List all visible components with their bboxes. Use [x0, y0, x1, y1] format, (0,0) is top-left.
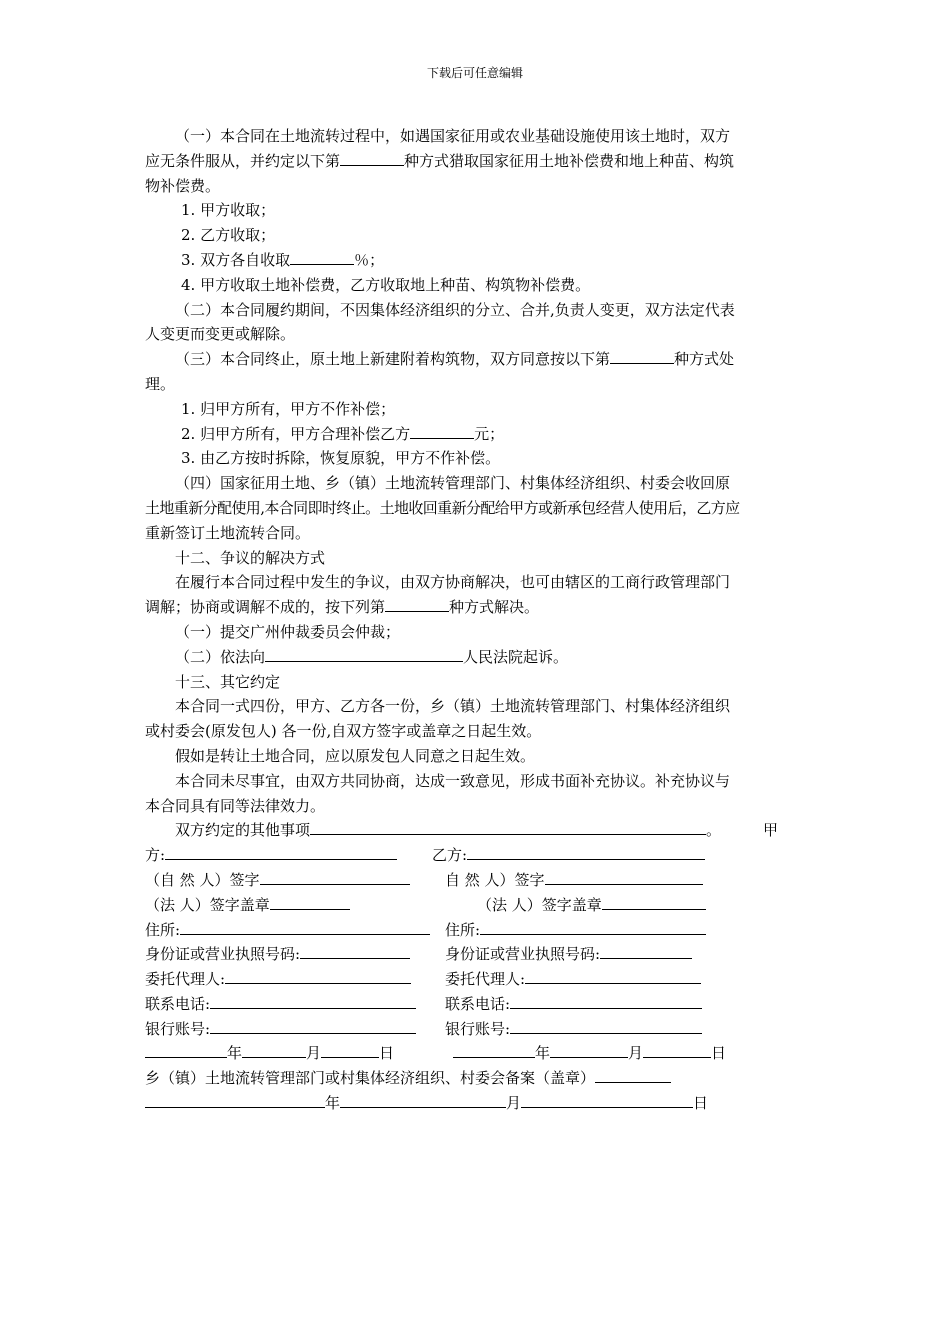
blank-field[interactable] [145, 1042, 227, 1058]
section-13-heading: 十三、其它约定 [175, 672, 281, 691]
blank-field[interactable] [385, 596, 449, 612]
clause-4-line-3: 重新签订土地流转合同。 [145, 523, 311, 542]
section-12-heading: 十二、争议的解决方式 [175, 548, 326, 567]
blank-field[interactable] [180, 919, 430, 935]
clause-3-line-2: 理。 [145, 374, 176, 393]
option-q3: 3. 由乙方按时拆除，恢复原貌，甲方不作补偿。 [181, 449, 501, 468]
blank-field[interactable] [340, 150, 404, 166]
page-header: 下载后可任意编辑 [426, 66, 523, 80]
contract-body [145, 124, 807, 1116]
blank-field[interactable] [242, 1042, 306, 1058]
blank-field[interactable] [145, 1092, 325, 1108]
blank-field[interactable] [340, 1092, 506, 1108]
blank-field[interactable] [300, 943, 410, 959]
address-row: 住所: 住所: [145, 918, 807, 943]
blank-field[interactable] [602, 894, 706, 910]
blank-field[interactable] [467, 844, 705, 860]
section-13-line-3: 假如是转让土地合同，应以原发包人同意之日起生效。 [175, 746, 536, 765]
blank-field[interactable] [510, 1018, 702, 1034]
section-13-line-2: 或村委会(原发包人) 各一份,自双方签字或盖章之日起生效。 [145, 722, 542, 741]
blank-field[interactable] [225, 968, 411, 984]
blank-field[interactable] [270, 894, 350, 910]
filing-line: 乡（镇）土地流转管理部门或村集体经济组织、村委会备案（盖章） [145, 1066, 807, 1091]
section-12-line-2: 调解；协商或调解不成的，按下列第 种方式解决。 [145, 598, 540, 617]
clause-3-line-1: （三）本合同终止，原土地上新建附着构筑物，双方同意按以下第 种方式处 [175, 350, 735, 369]
id-number-row: 身份证或营业执照号码: 身份证或营业执照号码: [145, 942, 807, 967]
blank-field[interactable] [643, 1042, 711, 1058]
blank-field[interactable] [210, 1018, 416, 1034]
option-3: 3. 双方各自收取 ％； [181, 250, 385, 269]
blank-field[interactable] [480, 919, 706, 935]
blank-field[interactable] [310, 819, 706, 835]
blank-field[interactable] [453, 1042, 535, 1058]
clause-1-line-2: 应无条件服从，并约定以下第 种方式猎取国家征用土地补偿费和地上种苗、构筑 [145, 151, 735, 170]
section-12-option-1: （一）提交广州仲裁委员会仲裁； [175, 622, 401, 641]
blank-field[interactable] [165, 844, 397, 860]
blank-field[interactable] [410, 423, 474, 439]
blank-field[interactable] [610, 348, 674, 364]
section-13-line-5: 本合同具有同等法律效力。 [145, 796, 326, 815]
blank-field[interactable] [521, 1092, 693, 1108]
natural-person-row: （自 然 人）签字 自 然 人）签字 [145, 868, 807, 893]
blank-field[interactable] [525, 968, 701, 984]
blank-field[interactable] [545, 869, 703, 885]
blank-field[interactable] [260, 869, 410, 885]
option-1: 1. 甲方收取； [181, 201, 276, 220]
blank-field[interactable] [595, 1067, 671, 1083]
option-q1: 1. 归甲方所有，甲方不作补偿； [181, 399, 396, 418]
option-4: 4. 甲方收取土地补偿费，乙方收取地上种苗、构筑物补偿费。 [181, 275, 591, 294]
blank-field[interactable] [510, 993, 702, 1009]
section-13-line-1: 本合同一式四份，甲方、乙方各一份，乡（镇）土地流转管理部门、村集体经济组织 [175, 697, 731, 716]
blank-field[interactable] [210, 993, 416, 1009]
clause-4-line-2: 土地重新分配使用,本合同即时终止。土地收回重新分配给甲方或新承包经营人使用后，乙方应 [145, 498, 740, 517]
section-12-line-1: 在履行本合同过程中发生的争议，由双方协商解决，也可由辖区的工商行政管理部门 [175, 573, 731, 592]
clause-1-line-3: 物补偿费。 [145, 176, 221, 195]
legal-person-row: （法 人）签字盖章 （法 人）签字盖章 [145, 893, 807, 918]
clause-2-line-2: 人变更而变更或解除。 [145, 325, 296, 344]
other-terms-line: 双方约定的其他事项 。 甲 [175, 821, 779, 840]
phone-row: 联系电话: 联系电话: [145, 992, 807, 1017]
blank-field[interactable] [265, 646, 463, 662]
clause-4-line-1: （四）国家征用土地、乡（镇）土地流转管理部门、村集体经济组织、村委会收回原 [175, 474, 731, 493]
blank-field[interactable] [290, 249, 354, 265]
clause-1-line-1: （一）本合同在土地流转过程中，如遇国家征用或农业基础设施使用该土地时，双方 [175, 127, 731, 145]
blank-field[interactable] [600, 943, 692, 959]
option-2: 2. 乙方收取； [181, 226, 276, 245]
option-q2: 2. 归甲方所有，甲方合理补偿乙方 元； [181, 424, 505, 443]
agent-row: 委托代理人: 委托代理人: [145, 967, 807, 992]
party-names-row: 方: 乙方: [145, 843, 807, 868]
bank-row: 银行账号: 银行账号: [145, 1017, 807, 1042]
section-13-line-4: 本合同未尽事宜，由双方共同协商，达成一致意见，形成书面补充协议。补充协议与 [175, 771, 731, 790]
blank-field[interactable] [550, 1042, 628, 1058]
section-12-option-2: （二）依法向 人民法院起诉。 [175, 647, 569, 666]
clause-2-line-1: （二）本合同履约期间，不因集体经济组织的分立、合并,负责人变更，双方法定代表 [175, 300, 735, 319]
date-row: 年 月 日 年 月 日 [145, 1041, 807, 1066]
filing-date-line: 年 月 日 [145, 1091, 807, 1116]
blank-field[interactable] [321, 1042, 379, 1058]
